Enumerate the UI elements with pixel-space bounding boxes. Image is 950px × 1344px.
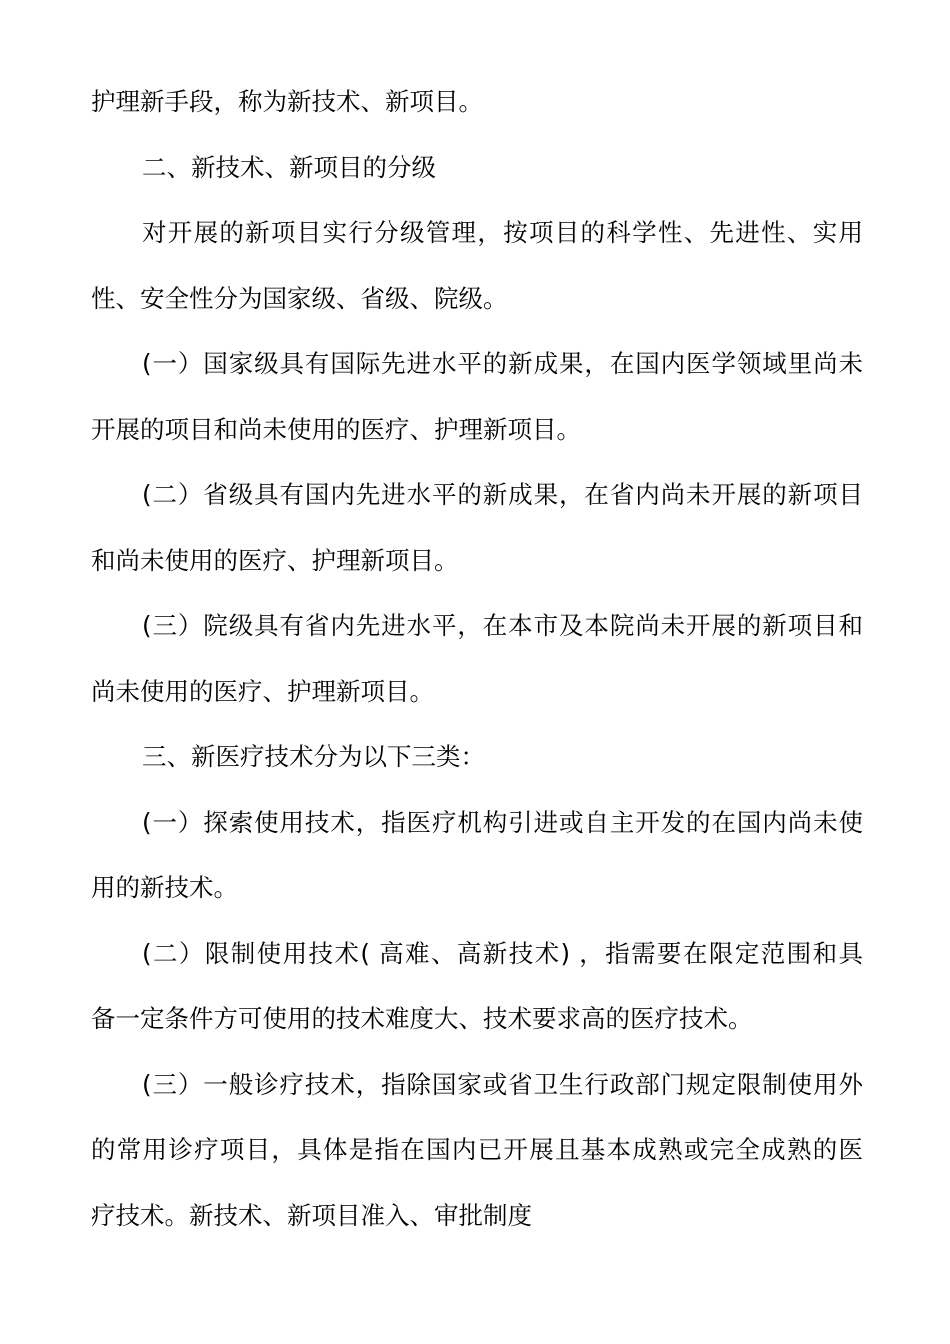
list-item-line: (三）院级具有省内先进水平，在本市及本院尚未开展的新项目和 [142, 611, 863, 640]
list-item-line: 开展的项目和尚未使用的医疗、护理新项目。 [91, 415, 581, 444]
list-item-line: (二）限制使用技术( 高难、高新技术) ，指需要在限定范围和具 [142, 939, 863, 968]
list-item-line: 疗技术。新技术、新项目准入、审批制度 [91, 1201, 532, 1230]
section-heading: 二、新技术、新项目的分级 [142, 153, 436, 182]
list-item-line: 和尚未使用的医疗、护理新项目。 [91, 546, 459, 575]
paragraph-line: 护理新手段，称为新技术、新项目。 [91, 87, 483, 116]
list-item-line: 尚未使用的医疗、护理新项目。 [91, 677, 434, 706]
list-item-line: 用的新技术。 [91, 873, 238, 902]
list-item-line: (三）一般诊疗技术，指除国家或省卫生行政部门规定限制使用外 [142, 1070, 863, 1099]
list-item-line: (一）国家级具有国际先进水平的新成果，在国内医学领域里尚未 [142, 349, 863, 378]
section-heading: 三、新医疗技术分为以下三类： [142, 742, 485, 771]
list-item-line: (二）省级具有国内先进水平的新成果，在省内尚未开展的新项目 [142, 480, 863, 509]
paragraph-line: 对开展的新项目实行分级管理，按项目的科学性、先进性、实用 [142, 218, 863, 247]
paragraph-line: 性、安全性分为国家级、省级、院级。 [91, 284, 508, 313]
list-item-line: 备一定条件方可使用的技术难度大、技术要求高的医疗技术。 [91, 1004, 753, 1033]
list-item-line: (一）探索使用技术，指医疗机构引进或自主开发的在国内尚未使 [142, 808, 863, 837]
list-item-line: 的常用诊疗项目，具体是指在国内已开展且基本成熟或完全成熟的医 [91, 1135, 863, 1164]
